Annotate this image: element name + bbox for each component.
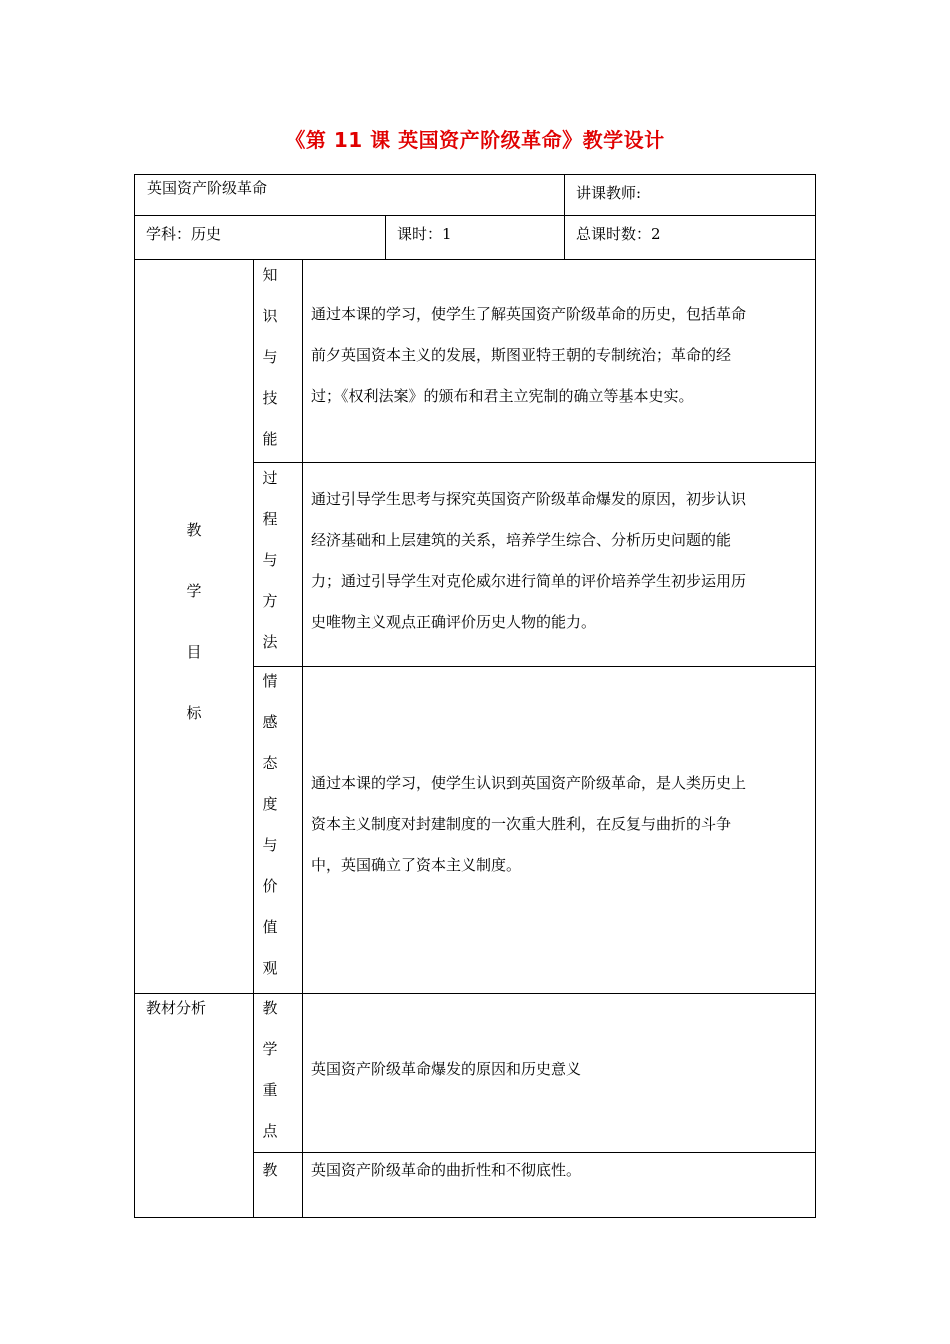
teacher-label: 讲课教师:: [576, 184, 642, 202]
key-points-text: 英国资产阶级革命爆发的原因和历史意义: [311, 1060, 582, 1078]
process-method-text: 通过引导学生思考与探究英国资产阶级革命爆发的原因，初步认识 经济基础和上层建筑的关系，培养学生综合、分析历史问题的能 力；通过引导学生对克伦威尔进行简单的评价培养学生初步运用历 史唯物主义观点正确评价历史人物的能力。: [311, 490, 747, 631]
page-title: 《第 11 课 英国资产阶级革命》教学设计: [285, 128, 665, 152]
knowledge-skills-text: 通过本课的学习，使学生了解英国资产阶级革命的历史，包括革命 前夕英国资本主义的发展，斯图亚特王朝的专制统治；革命的经 过；《权利法案》的颁布和君主立宪制的确立等基本史实。: [311, 305, 747, 405]
lesson-topic: 英国资产阶级革命: [147, 179, 268, 197]
subject-label: 学科：历史: [146, 225, 222, 243]
total-periods-label: 总课时数：2: [576, 225, 661, 243]
material-analysis-label: 教材分析: [146, 999, 207, 1017]
difficulties-text: 英国资产阶级革命的曲折性和不彻底性。: [311, 1161, 582, 1179]
emotion-values-text: 通过本课的学习，使学生认识到英国资产阶级革命，是人类历史上 资本主义制度对封建制度的一次重大胜利，在反复与曲折的斗争 中，英国确立了资本主义制度。: [311, 774, 747, 874]
period-label: 课时：1: [397, 225, 452, 243]
